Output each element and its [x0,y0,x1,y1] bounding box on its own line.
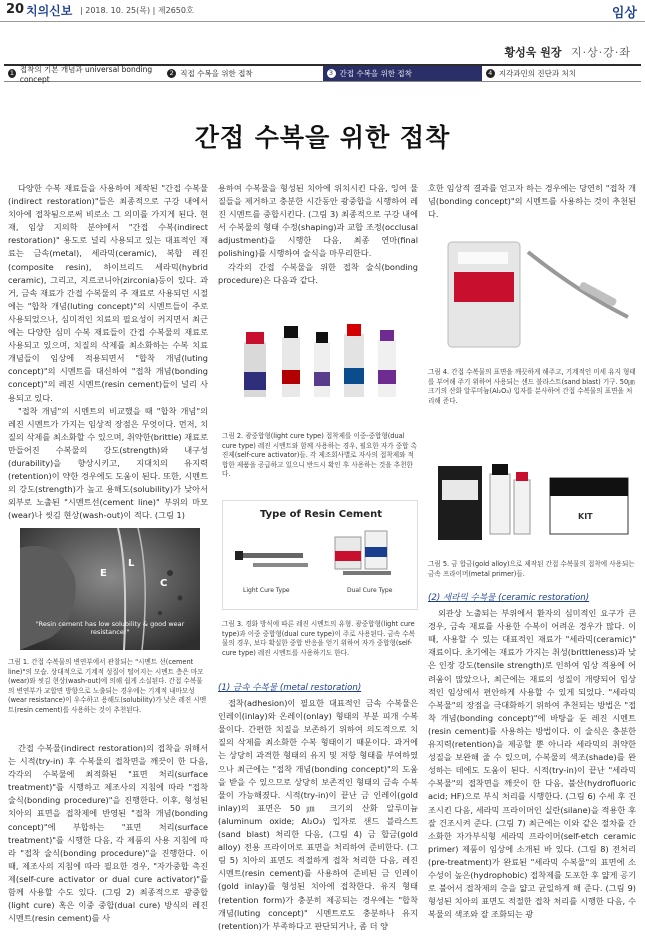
page-number: 20 [6,2,25,17]
step-number: 2 [167,69,176,78]
body-paragraph: 접착(adhesion)이 필요한 대표적인 금속 수복물은 인레이(inlay)와 온레이(onlay) 형태의 부분 피개 수복물이다. 간편한 치질을 보존하기 위하여 의도적으로 치질의 삭제를 최소화한 수복 형태이기 때문이다. 과거에는 상당히 과격한 형태의 유지 및 저항 형태를 부여하였으나 최근에는 "접착 개념(bonding concept)"의 도움을 받을 수 있으므로 상당히 보존적인 형태의 금속 수복물이 가능해졌다. 시적(try-in)이 끝난 금 인레이(gold inlay)의 표면은 50㎛ 크기의 산화 알루미늄(aluminum oxide; Al₂O₃) 입자로 샌드 블라스트(sand blast) 처리한 다음, (그림 4) 금 합금(gold alloy) 전용 프라이머로 표면을 처리하여 준비한다. (그림 5) 치아의 표면도 적절하게 접착 처리한 다음, 레진 시멘트(resin cement)를 사용하여 준비된 금 인레이(gold inlay)를 형성된 치아에 접착한다. 유지 형태(retention form)가 충분히 제공되는 경우에는 "합착 개념(luting concept)" 시멘트로도 충분하나 유지(retention)가 부족하다고 판단되거나, 좀 더 양 [218,698,418,931]
sem-label-l: L [128,558,135,569]
body-paragraph: "접착 개념"의 시멘트의 비교했을 때 "합착 개념"의 레진 시멘트가 가지는 임상적 장점은 무엇이다. 먼저, 치질의 삭제를 최소화할 수 있으며, 취약한(brittle) 재료로 만들어진 수복물의 강도(strength)와 내구성(durability)을 향상시키고, 지대치의 유지력(retention)이 약한 경우에도 도움이 된다. 또한, 시멘트의 강도(strength)가 높고 용해도(solubility)가 낮아서 외부로 노출된 "시멘트선(cement line)" 부위의 마모(wear)나 씻김 현상(wash-out)이 적다. (그림 1) [8,405,208,521]
body-column-3-continued [428,590,636,940]
section-label: 임상 [611,6,637,21]
figure-4-caption: 그림 4. 간접 수복물의 표면을 깨끗하게 해주고, 기계적인 미세 유지 형태를 부여해 주기 위하여 사용되는 샌드 블라스트(sand blast) 기구. 50㎛ 크기의 산화 알루미늄(Al₂O₃) 입자를 분사하여 간접 수복물의 표면을 처리해 준다. [428,368,636,405]
series-label: 지·상·강·좌 [571,46,631,59]
step-number: 3 [327,69,336,78]
sem-label-c: C [160,578,168,589]
body-paragraph: 간접 수복물(indirect restoration)의 접착을 위해서는 시적(try-in) 후 수복물의 접착면을 깨끗이 한 다음, 각각의 수복물에 최적화된 "표면 처리(surface treatment)"를 시행하고 제조사의 지침에 따라 "접착 술식(bonding procedure)"을 진행한다. 이후, 형성된 치아의 표면을 접착제에 반영된 "접착 개념(bonding concept)"에 부합하는 "표면 처리(surface treatment)"를 시행한 다음, 각 제품의 사용 지침에 따라 "접착 술식(bonding procedure)"을 진행한다. 이때, 제조사의 지침에 따라 필요한 경우, "자가중합 촉진제(self-cure activator or dual cure activator)"를 함께 사용할 수도 있다. (그림 2) 최종적으로 광중합(light cure) 혹은 이중 중합(dual cure) 방식의 레진 시멘트(resin cement)를 사 [8,743,208,924]
body-paragraph: 호한 임상적 결과를 얻고자 하는 경우에는 당연히 "접착 개념(bonding concept)"의 시멘트를 사용하는 것이 추천된다. [428,183,636,220]
metal-primer-photo [428,450,636,550]
dual-cure-label: Dual Cure Type [347,587,393,594]
step-label: 지각과민의 진단과 처치 [498,69,576,78]
author-line [505,44,631,60]
figure-3-resin-cement-types [222,500,418,610]
step-4 [482,66,641,81]
sandblast-photo [428,232,636,362]
figure-5-caption: 그림 5. 금 합금(gold alloy)으로 제작된 간접 수복물의 접착에 사용되는 금속 프라이머(metal primer)들. [428,560,635,578]
body-column-2-continued [218,680,418,938]
step-3-current [323,66,482,81]
body-paragraph: 외관상 노출되는 부위에서 환자의 심미적인 요구가 큰 경우, 금속 재료를 사용한 수복이 어려운 경우가 많다. 이때, 사용할 수 있는 대표적인 재료가 "세라믹(ceramic)" 재료이다. 초기에는 재료가 가지는 취성(brittleness)과 낮은 인장 강도(tensile strength)로 인하여 임상 적용에 어려움이 많았으나, 최근에는 재료의 성질이 개량되어 임상적인 임상에서 편안하게 사용할 수 있게 되었다. "세라믹 수복물"의 장점을 극대화하기 위하여 추천되는 방법은 "접착 개념(bonding concept)"에 바탕을 둔 레진 시멘트(resin cement)를 사용하는 방법이다. 이 술식은 충분한 유지력(retention)을 제공할 뿐 아니라 세라믹의 취약한 성질을 보완해 줄 수 있으며, 수복물의 색조(shade)를 완성하는 데에도 도움이 된다. 시적(try-in)이 끝난 "세라믹 수복물"의 접착면을 깨끗이 한 다음, 불산(hydrofluoric acid; HF)으로 부식 처리를 시행한다. (그림 6) 수세 후 건조시킨 다음, 세라믹 프라이머인 실란(silane)을 적용한 후 잘 건조시켜 준다. (그림 7) 최근에는 이와 같은 절차를 간소화한 자가부식형 세라믹 프라이머(self-etch ceramic primer) 제품이 임상에 소개된 바 있다. (그림 8) 전처리(pre-treatment)가 완료된 "세라믹 수복물"의 표면에 소수성이 높은(hydrophobic) 접착제를 도포한 후 얇게 공기로 불어서 접착제의 층을 얇고 균일하게 해 준다. (그림 9) 형성된 치아의 표면도 적절한 접착 처리를 시행한 다음, 수복물의 색조와 잘 조화되는 광 [428,608,636,920]
step-number: 4 [486,69,495,78]
step-label: 간접 수복을 위한 접착 [339,69,412,78]
body-paragraph: 각각의 간접 수복물을 위한 접착 술식(bonding procedure)은 다음과 같다. [218,261,418,285]
sem-label-e: E [100,568,107,579]
step-label: 직접 수복을 위한 접착 [180,69,253,78]
step-2 [163,66,322,81]
subsection-heading: (2) 세라믹 수복물 (ceramic restoration) [428,593,590,603]
figure-4-sandblast-device [428,232,636,362]
step-label: 접착의 기본 개념과 universal bonding concept [19,64,153,84]
cement-syringes-drawing [223,501,419,611]
step-1 [4,64,163,84]
figure-1-overlay-text: "Resin cement has low solubility & good wear resistance!" [35,620,185,636]
figure-5-metal-primers [428,450,636,550]
newspaper-logo: 치의신보 [26,4,73,18]
figure-1-caption: 그림 1. 간접 수복물의 변연부에서 관찰되는 "시멘트 선(cement line)"의 모습. 상대적으로 기계적 성질이 떨어지는 시멘트 층은 마모(wear)와 씻김 현상(wash-out)에 의해 쉽게 소실된다. 간접 수복물의 변연부가 교합면 방향으로 노출되는 경우에는 기계적 내마모성(wear resistance)이 우수하고 용해도(solubility)가 낮은 레진 시멘트(resin cement)를 사용하는 것이 추천된다. [8,658,207,714]
author-name: 황성욱 원장 [504,46,562,59]
subsection-heading: (1) 금속 수복물 (metal restoration) [218,683,362,693]
body-column-1 [8,182,208,522]
body-column-3 [428,182,636,224]
figure-2-activator-bottles [222,312,418,422]
step-number: 1 [9,69,14,77]
figure-3-caption: 그림 3. 경화 방식에 따른 레진 시멘트의 유형. 광중합형(light cure type)과 이중 중합형(dual cure type)이 주로 사용된다. 금속 수복물의 경우, 보다 확실한 중합 반응을 얻기 위하여 자가 중합형(self-cure type) 레진 시멘트를 사용하기도 한다. [222,620,415,657]
figure-1-sem-image [20,528,200,650]
bottles-photo [222,312,418,422]
issue-info: | 2018. 10. 25(목) | 제2650호 [80,6,194,15]
masthead [0,0,645,22]
figure-2-caption: 그림 2. 광중합형(light cure type) 접착제를 이중-중합형(dual cure type) 레진 시멘트와 함께 사용하는 경우, 필요한 자가 중합 촉진제(self-cure activator)들. 각 제조회사별로 자사의 접착제와 적합한 제품을 공급하고 있으니 반드시 확인 후 사용하는 것을 추천한다. [222,432,417,479]
figure-3-title: Type of Resin Cement [260,509,382,520]
body-paragraph: 다양한 수복 재료들을 사용하여 제작된 "간접 수복물(indirect restoration)"들은 최종적으로 구강 내에서 치아에 접착됨으로써 비로소 그 의미를 가지게 된다. 현재, 임상 지의학 분야에서 "간접 수복(indirect restoration)" 용도로 널리 사용되고 있는 대표적인 재료는 금속(metal), 세라믹(ceramic), 복합 레진(composite resin), 하이브리드 세라믹(hybrid ceramic), 그리고, 지르코니아(zirconia)등이 있다. 과거, 금속 재료가 간접 수복물의 주 재료로 사용되던 시절에는 "합착 개념(luting concept)"의 시멘트들이 주로 사용되었으나, 심미적인 치료의 필요성이 커지면서 최근에는 다양한 심미 수복 재료들이 간접 수복물의 재료로 사용되고 있으며, 치질의 삭제를 최소화하는 수복 치료 개념들이 임상에 적용되면서 "합착 개념(luting concept)"의 시멘트를 대신하여 "접착 개념(bonding concept)"의 레진 시멘트(resin cement)들이 널리 사용되고 있다. [8,183,208,403]
body-column-2 [218,182,418,302]
light-cure-label: Light Cure Type [243,587,290,594]
body-paragraph: 용하여 수복물을 형성된 치아에 위치시킨 다음, 잉여 물질들을 제거하고 충분한 시간동안 광중합을 시행하여 레진 시멘트를 중합시킨다. (그림 3) 최종적으로 구강 내에서 수복물의 형태 수정(shaping)과 교합 조정(occlusal adjustment)을 시행한 다음, 최종 연마(final polishing)를 시행하여 술식을 마무리한다. [218,183,418,259]
kit-label: KIT [578,512,593,521]
article-headline: 간접 수복을 위한 접착 [194,123,451,152]
series-steps [4,64,641,82]
body-column-1-continued [8,742,208,938]
